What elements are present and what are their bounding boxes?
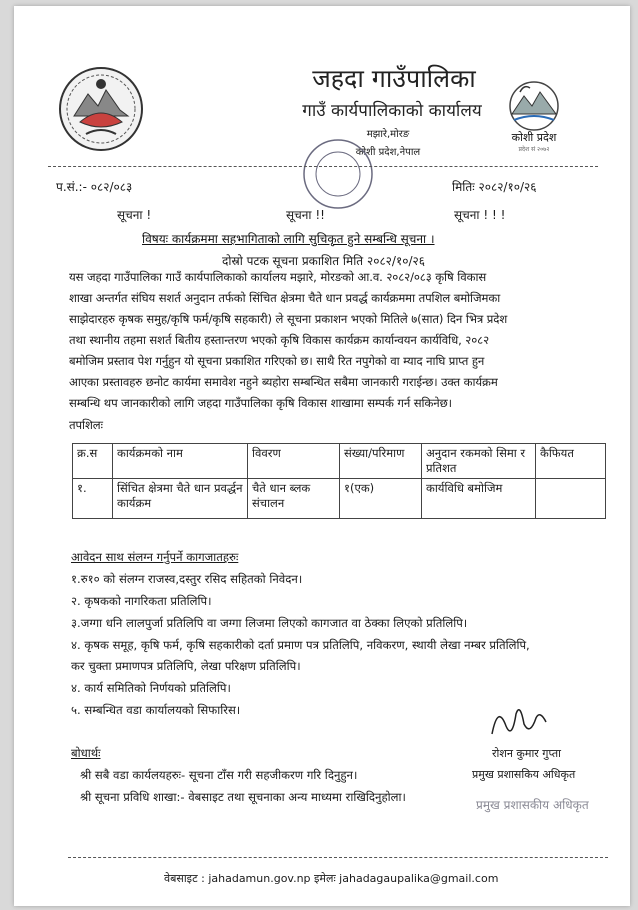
table-cell: १(एक) [340, 479, 422, 519]
requirement-item: ३.जग्गा धनि लालपुर्जा प्रतिलिपि वा जग्गा लिजमा लिएको कागजात वा ठेक्का लिएको प्रतिलिपि। [71, 616, 468, 630]
table-cell [536, 479, 606, 519]
table-cell: चैते धान ब्लक संचालन [248, 479, 340, 519]
body-paragraph-line: यस जहदा गाउँपालिका गाउँ कार्यपालिकाको कार्यालय मझारे, मोरङको आ.व. २०८२/०८३ कृषि विकास [69, 270, 487, 284]
table-cell: कार्यविधि बमोजिम [422, 479, 536, 519]
table-header-row [73, 444, 606, 479]
office-name: गाउँ कार्यपालिकाको कार्यालय [302, 101, 482, 121]
org-name: जहदा गाउँपालिका [312, 64, 476, 93]
notice-label-1: सूचना ! [117, 208, 152, 222]
body-paragraph-line: शाखा अन्तर्गत संघिय सशर्त अनुदान तर्फको सिंचित क्षेत्रमा चैते धान प्रवर्द्ध कार्यक्रममा तपशिल बमोजिमका [69, 291, 501, 305]
table-header: अनुदान रकमको सिमा र प्रतिशत [422, 444, 536, 479]
address-line-1: मझारे,मोरङ [366, 129, 410, 140]
requirement-item: २. कृषकको नागरिकता प्रतिलिपि। [71, 594, 212, 608]
table-row [73, 479, 606, 519]
address-line-2: कोशी प्रदेश,नेपाल [355, 147, 421, 158]
requirement-item: कर चुक्ता प्रमाणपत्र प्रतिलिपि, लेखा परिक्षण प्रतिलिपि। [71, 659, 301, 673]
notice-label-2: सूचना !! [286, 208, 325, 222]
bodharth-line: श्री सूचना प्रविधि शाखा:- वेबसाइट तथा सूचनाका अन्य माध्यमा राखिदिनुहोला। [80, 790, 406, 804]
table-header: कैफियत [536, 444, 606, 479]
requirement-item: ५. सम्बन्धित वडा कार्यालयको सिफारिस। [71, 703, 241, 717]
body-paragraph-line: आएका प्रस्तावहरु छनोट कार्यमा समावेश नहुने ब्यहोरा सम्बन्धित सबैमा जानकारी गराईन्छ। उक्त कार्यक्रम [69, 375, 498, 389]
bodharth-heading: बोधार्थः [71, 746, 101, 760]
table-header: कार्यक्रमको नाम [113, 444, 248, 479]
requirement-item: ४. कृषक समूह, कृषि फर्म, कृषि सहकारीको दर्ता प्रमाण पत्र प्रतिलिपि, नविकरण, स्थायी लेखा नम्बर प्रतिलिपि, [71, 638, 530, 652]
body-paragraph-line: सम्बन्धि थप जानकारीको लागि जहदा गाउँपालिका कृषि विकास शाखामा सम्पर्क गर्न सकिनेछ। [69, 396, 452, 410]
tapashil-label: तपशिलः [69, 418, 103, 432]
table-header: क्र.स [73, 444, 113, 479]
program-table [72, 443, 606, 519]
bodharth-line: श्री सबै वडा कार्यलयहरुः- सूचना टाँस गरी सहजीकरण गरि दिनुहुन। [80, 768, 358, 782]
reference-number: प.सं.:- ०८२/०८३ [56, 180, 133, 194]
table-cell: १. [73, 479, 113, 519]
signature-icon [484, 696, 554, 746]
signatory-title: प्रमुख प्रशासकिय अधिकृत [472, 768, 576, 781]
document-page [14, 6, 630, 906]
notice-subject: विषयः कार्यक्रममा सहभागिताको लागि सुचिकृत हुने सम्बन्धि सूचना । [142, 232, 435, 246]
table-cell: सिंचित क्षेत्रमा चैते धान प्रवर्द्धन कार्यक्रम [113, 479, 248, 519]
nepal-emblem-icon [56, 64, 146, 154]
body-paragraph-line: साझेदारहरु कृषक समुह/कृषि फर्म/कृषि सहकारी) ले सूचना प्रकाशन भएको मितिले ७(सात) दिन भित्र प्रदेश [69, 312, 508, 326]
body-paragraph-line: बमोजिम प्रस्ताव पेश गर्नुहुन यो सूचना प्रकाशित गरिएको छ। साथै रित नपुगेको वा म्याद नाघि प्राप्त हुन [69, 354, 485, 368]
table-header: विवरण [248, 444, 340, 479]
designation-stamp: प्रमुख प्रशासकीय अधिकृत [476, 798, 589, 812]
requirement-item: १.रु१० को संलग्न राजस्व,दस्तुर रसिद सहितको निवेदन। [71, 572, 303, 586]
right-logo-title: कोशी प्रदेश [511, 131, 557, 144]
requirements-heading: आवेदन साथ संलग्न गर्नुपर्ने कागजातहरुः [71, 550, 239, 564]
notice-label-3: सूचना ! ! ! [454, 208, 506, 222]
requirement-item: ४. कार्य समितिको निर्णयको प्रतिलिपि। [71, 681, 231, 695]
table-header: संख्या/परिमाण [340, 444, 422, 479]
office-seal-icon [298, 134, 378, 214]
document-date: मितिः २०८२/१०/२६ [452, 180, 537, 194]
right-logo-subtitle: प्रदेश सं २०७२ [518, 146, 550, 153]
publish-date-line: दोस्रो पटक सूचना प्रकाशित मिति २०८२/१०/२६ [222, 254, 425, 268]
body-paragraph-line: तथा स्थानीय तहमा सशर्त बितीय हस्तान्तरण भएको कृषि विकास कार्यक्रम कार्यान्वयन कार्यविधि, २०८२ [69, 333, 490, 347]
signatory-name: रोशन कुमार गुप्ता [492, 747, 561, 760]
footer-contact: वेबसाइट : jahadamun.gov.np इमेलः jahadagaupalika@gmail.com [164, 872, 499, 885]
